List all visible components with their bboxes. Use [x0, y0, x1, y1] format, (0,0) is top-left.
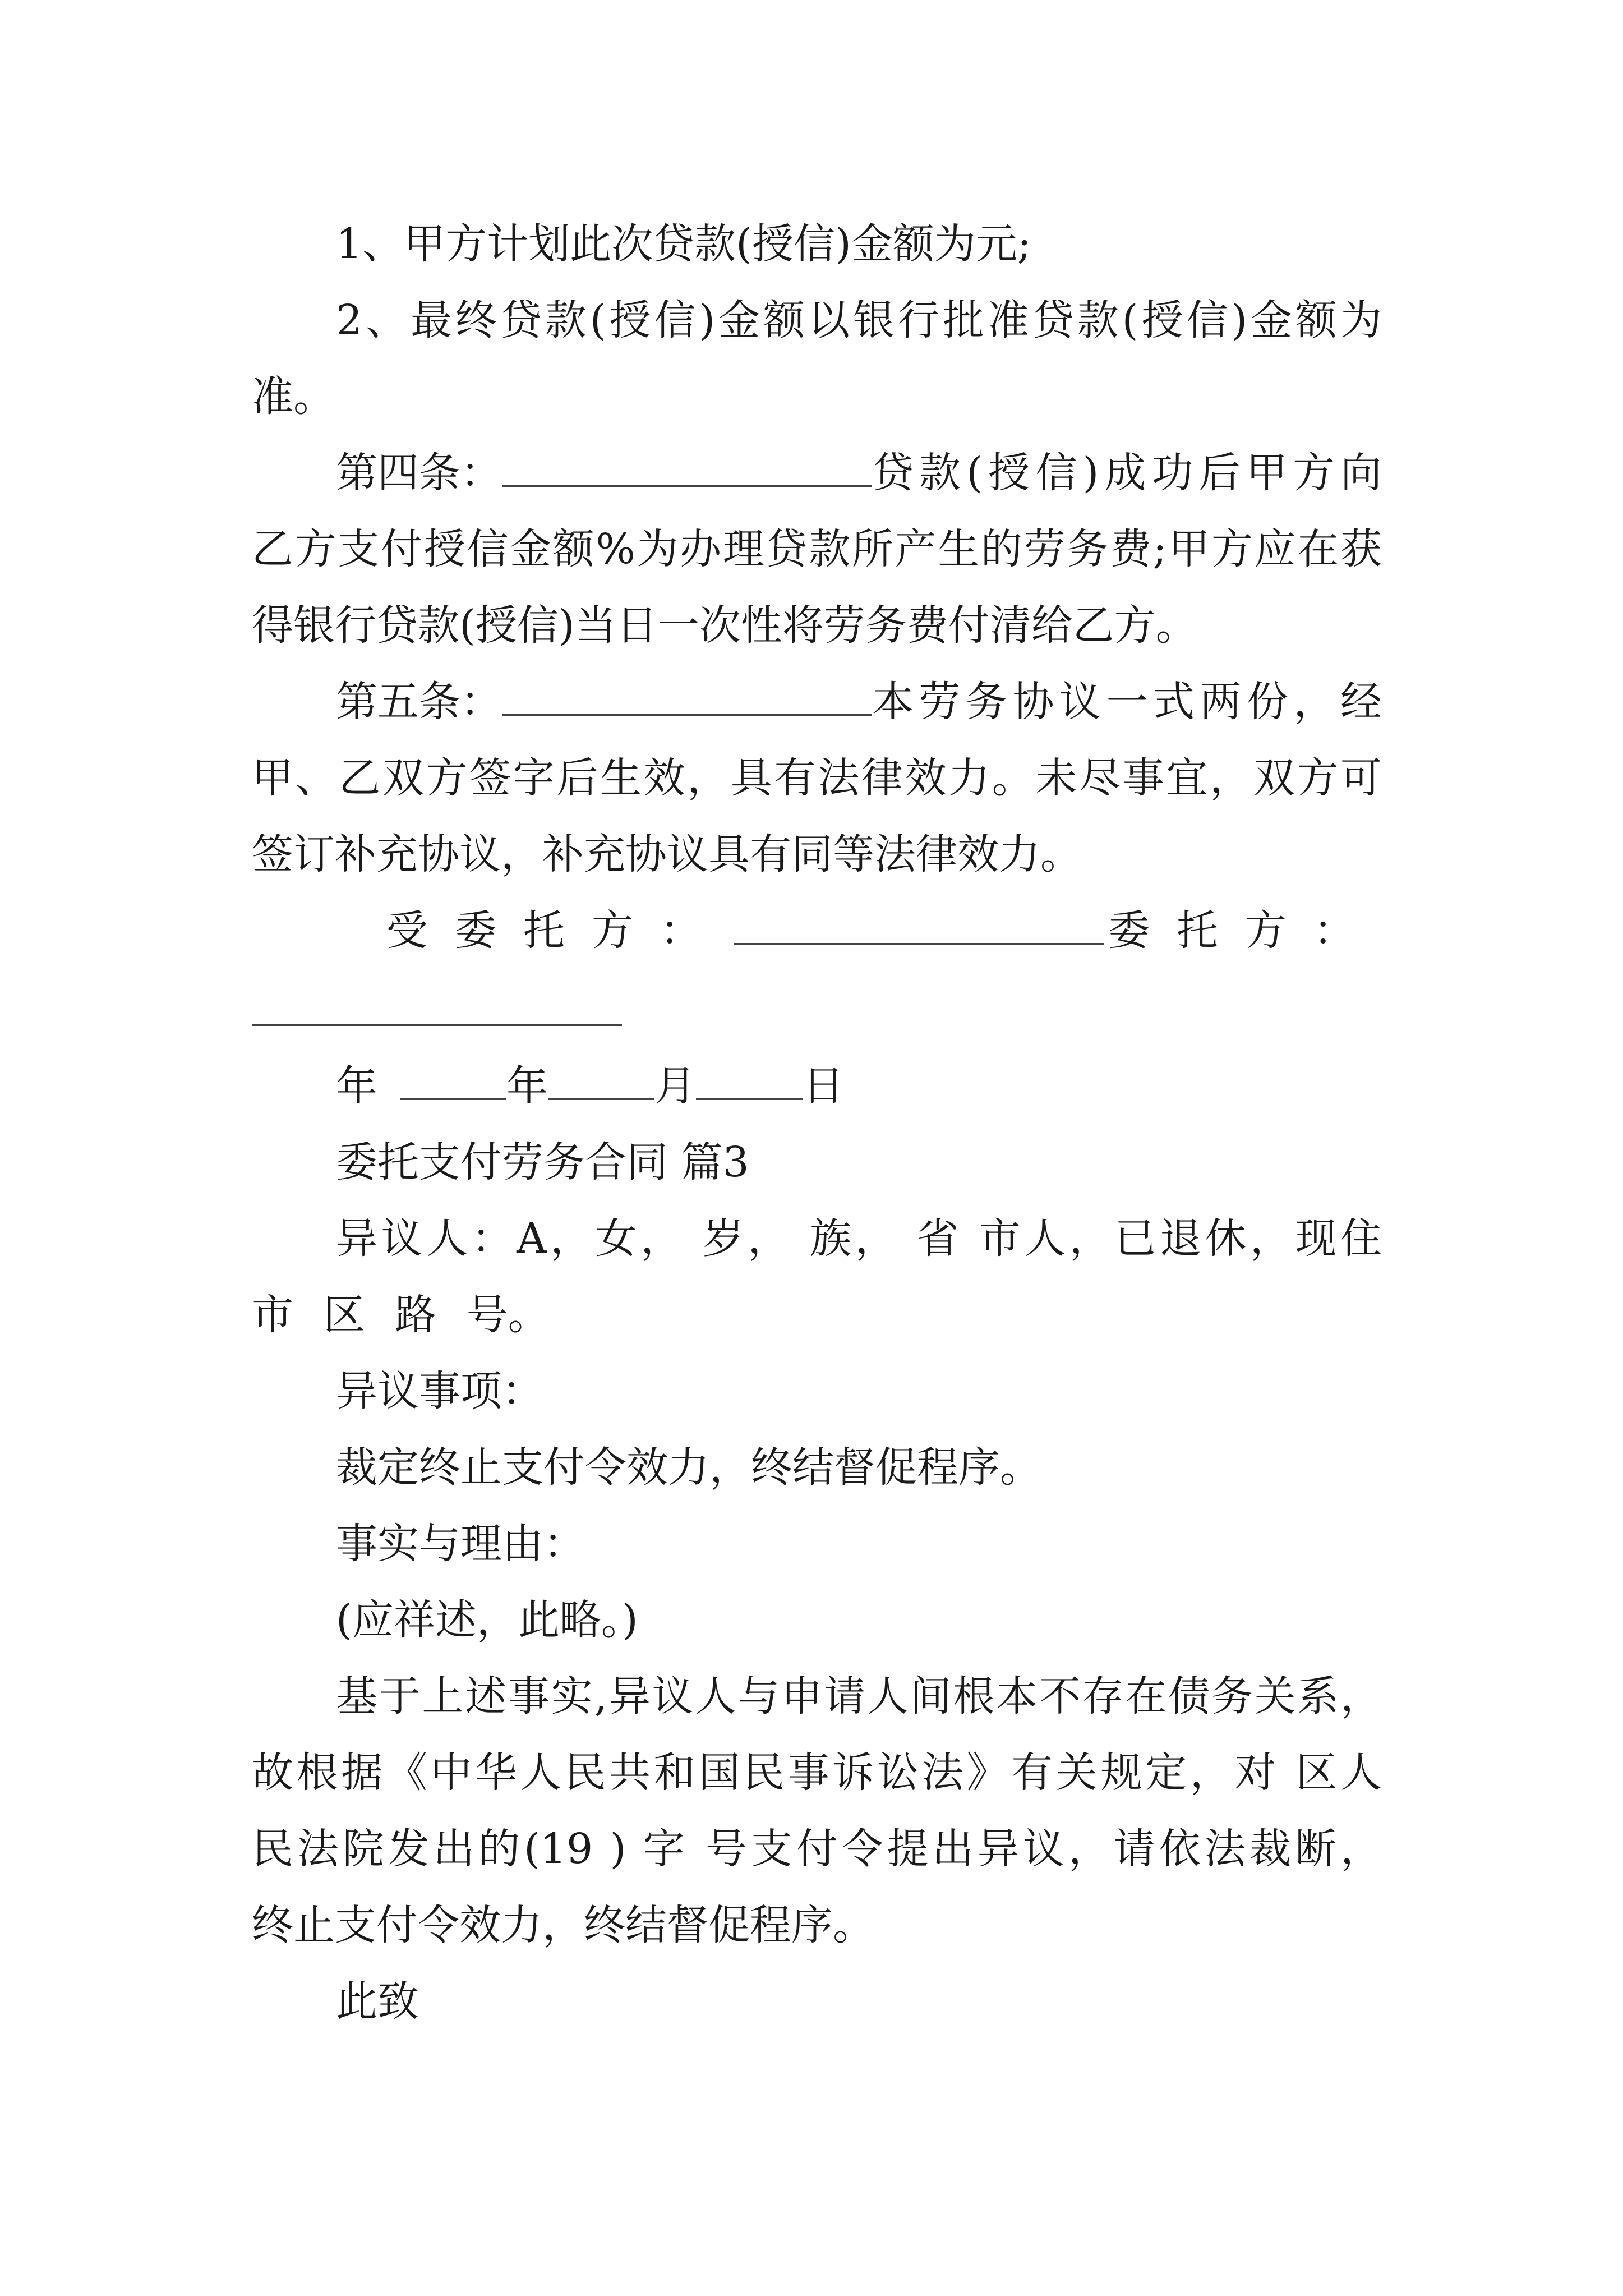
client-label: 委托方： — [1108, 907, 1382, 955]
article-5-line-1 — [336, 674, 1382, 730]
matters-label: 异议事项： — [336, 1367, 543, 1415]
date-year-label: 年 — [506, 1062, 548, 1110]
article-5-blank — [502, 680, 872, 716]
facts-text: (应祥述，此略。) — [336, 1596, 638, 1644]
article-5-text: 本劳务协议一式两份，经 — [872, 678, 1382, 726]
year-blank — [400, 1065, 506, 1100]
client-signature-blank — [252, 1024, 622, 1026]
date-day-label: 日 — [803, 1062, 844, 1110]
article-5-line-2: 甲、乙双方签字后生效，具有法律效力。未尽事宜，双方可 — [252, 754, 1382, 802]
article-4-text: 贷款(授信)成功后甲方向 — [872, 449, 1382, 497]
item-2-line-2: 准。 — [252, 372, 335, 421]
trustee-label: 受委托方： — [386, 907, 728, 955]
matters-text: 裁定终止支付令效力，终结督促程序。 — [336, 1443, 1041, 1492]
basis-line-1: 基于上述事实,异议人与申请人间根本不存在债务关系， — [336, 1672, 1382, 1720]
date-month-label: 月 — [654, 1062, 696, 1110]
article-5-line-3: 签订补充协议，补充协议具有同等法律效力。 — [252, 830, 1082, 878]
article-4-line-1 — [336, 445, 1382, 501]
basis-line-3: 民法院发出的(19 ) 字 号支付令提出异议，请依法裁断， — [252, 1825, 1382, 1873]
date-year-prefix: 年 — [336, 1062, 377, 1110]
signature-row — [386, 903, 1382, 959]
item-2-line-1: 2、最终贷款(授信)金额以银行批准贷款(授信)金额为 — [336, 296, 1382, 344]
facts-label: 事实与理由： — [336, 1520, 585, 1568]
article-4-line-2: 乙方支付授信金额%为办理贷款所产生的劳务费;甲方应在获 — [252, 525, 1382, 573]
basis-line-4: 终止支付令效力，终结督促程序。 — [252, 1901, 874, 1949]
objector-line-1: 异议人：A，女， 岁， 族， 省 市人，已退休，现住 — [336, 1214, 1382, 1263]
basis-line-2: 故根据《中华人民共和国民事诉讼法》有关规定，对 区人 — [252, 1749, 1382, 1797]
article-5-label: 第五条： — [336, 678, 502, 726]
article-4-label: 第四条： — [336, 449, 502, 497]
trustee-signature-blank — [734, 909, 1104, 945]
item-1: 1、甲方计划此次贷款(授信)金额为元; — [336, 220, 1031, 268]
article-4-line-3: 得银行贷款(授信)当日一次性将劳务费付清给乙方。 — [252, 601, 1197, 650]
day-blank — [696, 1065, 803, 1100]
date-line — [336, 1058, 844, 1114]
section-title: 委托支付劳务合同 篇3 — [336, 1138, 749, 1186]
objector-line-2: 市 区 路 号。 — [252, 1291, 550, 1339]
closing: 此致 — [336, 1977, 419, 2026]
month-blank — [548, 1065, 654, 1100]
article-4-blank — [502, 452, 872, 487]
